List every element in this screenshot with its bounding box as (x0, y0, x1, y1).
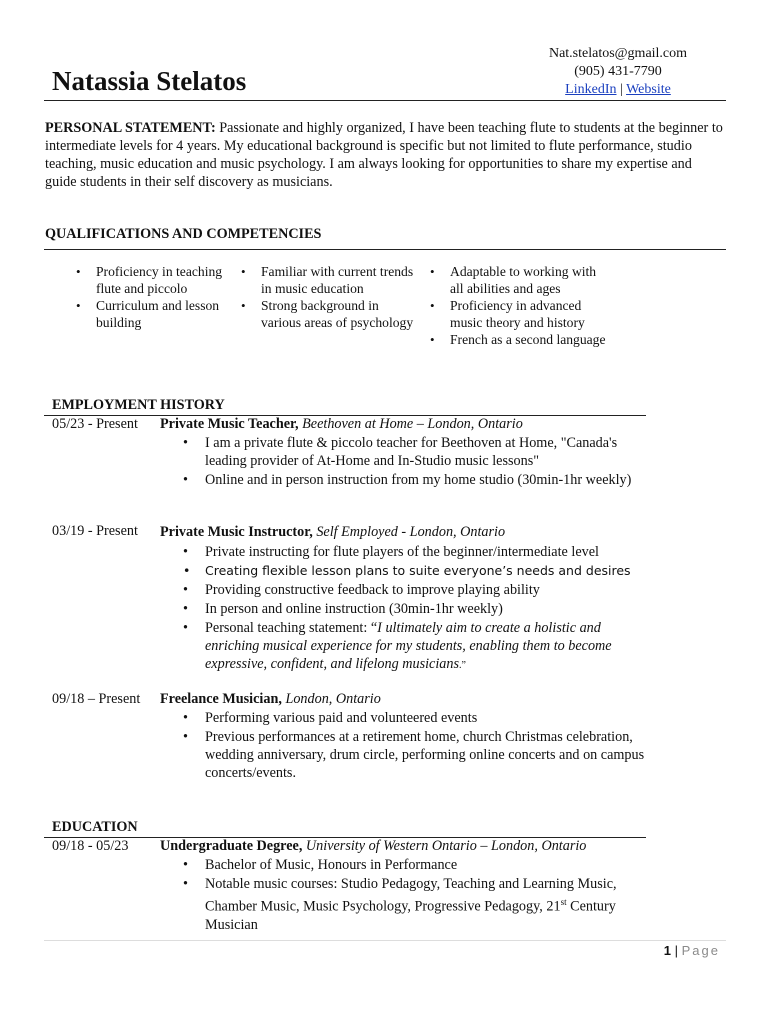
courses-text-end: Century Musician (205, 898, 616, 933)
email-text: Nat.stelatos@gmail.com (548, 46, 688, 61)
job-bullet: • Providing constructive feedback to improve playing ability (183, 581, 653, 599)
degree-name: Undergraduate Degree, (160, 838, 303, 854)
job-bullet: • Performing various paid and volunteered events (183, 709, 653, 727)
link-divider: | (620, 82, 623, 97)
qualifications-divider (44, 249, 726, 250)
education-title (160, 838, 650, 855)
ordinal-suffix: st (560, 897, 567, 907)
phone-text: (905) 431-7790 (574, 64, 662, 79)
teaching-quote: I ultimately aim to create a holistic and enriching musical experience for my students, enabling them to become expressive, confident, and lifelong musicians (205, 620, 612, 672)
qualification-item: • Proficiency in teaching flute and piccolo (74, 263, 234, 297)
education-bullets (183, 856, 653, 935)
job-date: 05/23 - Present (52, 416, 138, 432)
courses-text: Notable music courses: Studio Pedagogy, Teaching and Learning Music, Chamber Music, Music Psychology, Progressive Pedagogy, 21 (205, 876, 617, 915)
job-bullets (183, 543, 653, 676)
job-bullet: • I am a private flute & piccolo teacher for Beethoven at Home, "Canada's leading provider of At-Home and In-Studio music lessons" (183, 434, 653, 470)
education-bullet (183, 875, 653, 934)
qualifications-heading: QUALIFICATIONS AND COMPETENCIES (45, 226, 322, 242)
qualification-item: • Strong background in various areas of psychology (239, 297, 414, 331)
qualification-item: • French as a second language (428, 331, 613, 348)
page-label: Page (681, 943, 720, 958)
page-number: 1 (663, 943, 671, 958)
job-org: Self Employed - London, Ontario (312, 524, 506, 540)
job-bullet: • Online and in person instruction from my home studio (30min-1hr weekly) (183, 471, 653, 489)
page-separator: | (674, 943, 678, 958)
qualifications-column-2 (239, 263, 414, 331)
website-link[interactable]: Website (626, 82, 671, 97)
statement-text: Passionate and highly organized, I have been teaching flute to students at the beginner to intermediate levels for 4 years. My educational background is specific but not limited to flute performance, studio teaching, music education and music psychology. I am always looking for opportunities to share my expertise and guide students in their self discovery as musicians. (45, 120, 723, 190)
job-bullet: • Previous performances at a retirement home, church Christmas celebration, wedding anniversary, drum circle, performing online concerts and on campus concerts/events. (183, 728, 653, 782)
job-date: 09/18 – Present (52, 691, 141, 707)
job-bullet: • Private instructing for flute players of the beginner/intermediate level (183, 543, 653, 561)
personal-statement (45, 119, 725, 191)
employment-heading: EMPLOYMENT HISTORY (52, 397, 225, 413)
page-footer (620, 943, 720, 958)
job-org: Beethoven at Home – London, Ontario (298, 416, 523, 432)
header-divider (44, 100, 726, 101)
education-bullet: • Bachelor of Music, Honours in Performance (183, 856, 653, 874)
contact-block (545, 45, 691, 99)
education-heading: EDUCATION (52, 819, 138, 835)
job-bullet: • In person and online instruction (30min-1hr weekly) (183, 600, 653, 618)
qualification-item: • Familiar with current trends in music education (239, 263, 414, 297)
job-bullets (183, 709, 653, 783)
job-org: London, Ontario (281, 691, 381, 707)
qualification-item: • Curriculum and lesson building (74, 297, 234, 331)
qualifications-column-1 (74, 263, 234, 331)
linkedin-link[interactable]: LinkedIn (565, 82, 617, 97)
job-role: Private Music Teacher, (160, 416, 299, 432)
links-row (545, 81, 691, 99)
school-name: University of Western Ontario – London, Ontario (302, 838, 587, 854)
job-bullet-quote (183, 619, 653, 675)
qualification-item: • Proficiency in advanced music theory and history (428, 297, 613, 331)
job-title (160, 524, 650, 541)
job-title (160, 691, 650, 708)
job-role: Freelance Musician, (160, 691, 282, 707)
qualifications-column-3 (428, 263, 613, 348)
job-bullets (183, 434, 653, 490)
footer-divider (44, 940, 726, 941)
job-date: 03/19 - Present (52, 523, 138, 539)
job-bullet: • Creating flexible lesson plans to suite everyone’s needs and desires (183, 562, 653, 580)
qualification-item: • Adaptable to working with all abilities and ages (428, 263, 613, 297)
job-title (160, 416, 650, 433)
applicant-name: Natassia Stelatos (52, 66, 247, 96)
education-date: 09/18 - 05/23 (52, 838, 129, 854)
job-role: Private Music Instructor, (160, 524, 313, 540)
quote-suffix: .” (459, 660, 466, 671)
statement-label: PERSONAL STATEMENT: (45, 120, 216, 136)
quote-prefix: Personal teaching statement: “ (205, 620, 378, 636)
